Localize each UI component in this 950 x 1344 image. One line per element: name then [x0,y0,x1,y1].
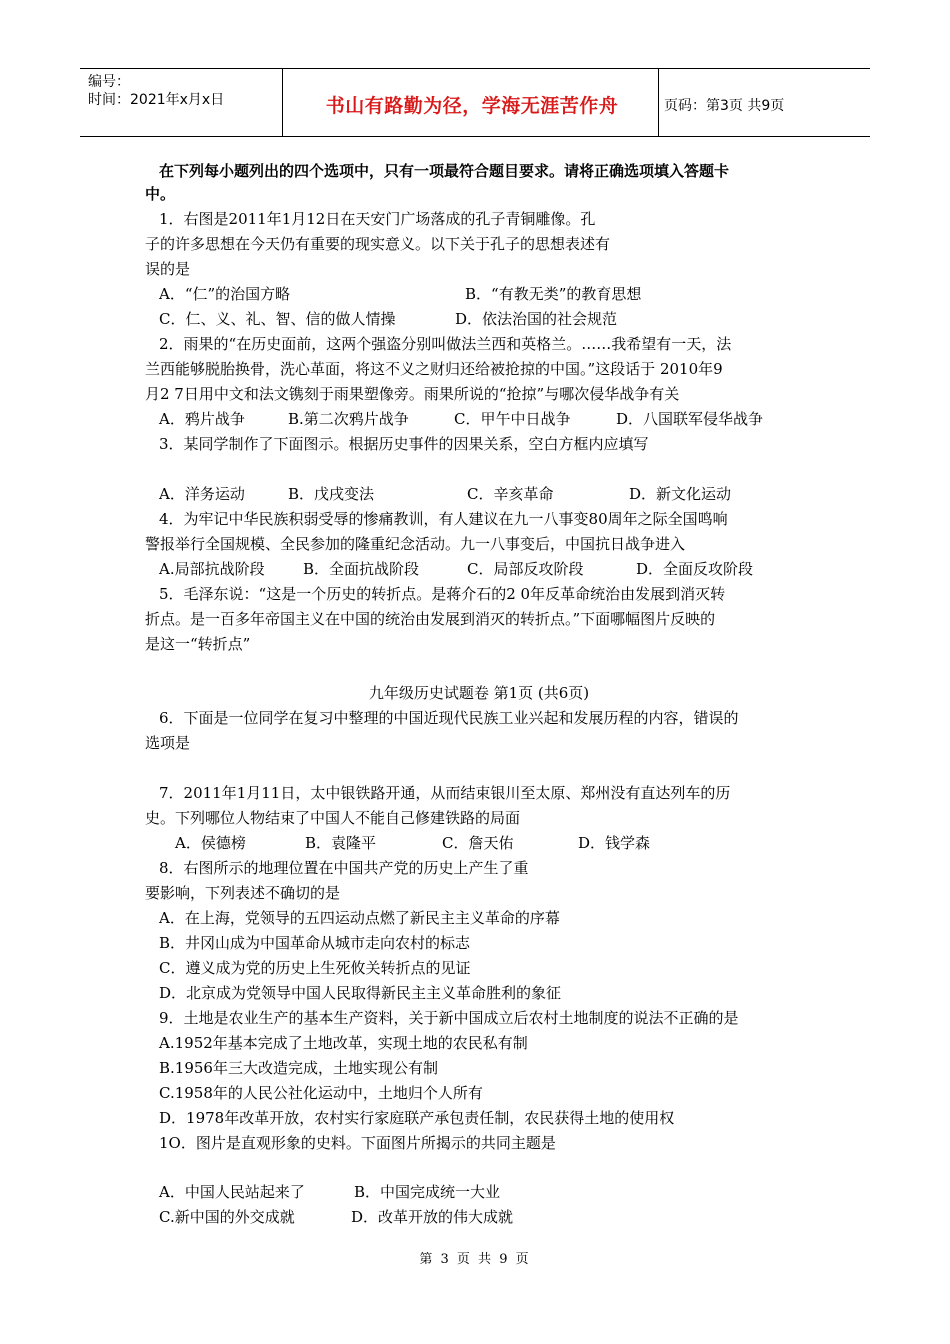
question-10-option-c: C.新中国的外交成就 [159,1208,295,1226]
time-label: 时间：2021年x月x日 [88,92,225,108]
question-7-option-d: D．钱学森 [578,834,651,852]
page-footer: 第 3 页 共 9 页 [419,1252,531,1267]
question-4-option-d: D．全面反攻阶段 [636,560,754,578]
question-3-option-d: D．新文化运动 [629,485,732,503]
question-7-option-a: A．侯德榜 [175,834,246,852]
question-4-text: 警报举行全国规模、全民参加的隆重纪念活动。九一八事变后，中国抗日战争进入 [145,535,686,553]
page-caption: 九年级历史试题卷 第1页 (共6页) [368,684,590,702]
question-5-text: 5．毛泽东说：“这是一个历史的转折点。是蒋介石的2 0年反革命统治由发展到消灭转 [159,585,726,603]
question-1-option-b: B．“有教无类”的教育思想 [465,285,642,303]
question-3-text: 3．某同学制作了下面图示。根据历史事件的因果关系，空白方框内应填写 [159,435,649,453]
question-9-text: 9．土地是农业生产的基本生产资料，关于新中国成立后农村土地制度的说法不正确的是 [159,1009,739,1027]
question-1-option-d: D．依法治国的社会规范 [455,310,618,328]
question-3-option-a: A．洋务运动 [159,485,245,503]
question-1-text: 误的是 [145,260,191,278]
question-9-option-d: D．1978年改革开放，农村实行家庭联产承包责任制，农民获得土地的使用权 [159,1109,675,1127]
question-8-text: 8．右图所示的地理位置在中国共产党的历史上产生了重 [159,859,529,877]
question-2-text: 2．雨果的“在历史面前，这两个强盗分别叫做法兰西和英格兰。……我希望有一天，法 [159,335,732,353]
question-10-text: 1O．图片是直观形象的史料。下面图片所揭示的共同主题是 [159,1134,556,1152]
instructions-line: 在下列每小题列出的四个选项中，只有一项最符合题目要求。请将正确选项填入答题卡 [159,162,730,180]
question-8-text: 要影响，下列表述不确切的是 [145,884,341,902]
question-7-text: 史。下列哪位人物结束了中国人不能自己修建铁路的局面 [145,809,521,827]
header-divider [282,69,283,136]
question-9-option-c: C.1958年的人民公社化运动中，土地归个人所有 [159,1084,483,1102]
question-10-option-a: A．中国人民站起来了 [159,1183,305,1201]
question-6-text: 6．下面是一位同学在复习中整理的中国近现代民族工业兴起和发展历程的内容，错误的 [159,709,739,727]
question-2-option-d: D．八国联军侵华战争 [616,410,764,428]
question-1-text: 1．右图是2011年1月12日在天安门广场落成的孔子青铜雕像。孔 [159,210,596,228]
question-3-option-b: B．戊戌变法 [288,485,375,503]
question-8-option-a: A．在上海，党领导的五四运动点燃了新民主主义革命的序幕 [159,909,560,927]
question-8-option-b: B．井冈山成为中国革命从城市走向农村的标志 [159,934,471,952]
page-header [80,68,870,137]
question-9-option-b: B.1956年三大改造完成，土地实现公有制 [159,1059,438,1077]
question-8-option-c: C．遵义成为党的历史上生死攸关转折点的见证 [159,959,471,977]
question-6-text: 选项是 [145,734,191,752]
question-2-option-a: A．鸦片战争 [159,410,245,428]
question-9-option-a: A.1952年基本完成了土地改革，实现土地的农民私有制 [159,1034,528,1052]
question-4-option-c: C．局部反攻阶段 [467,560,584,578]
question-2-option-b: B.第二次鸦片战争 [288,410,409,428]
question-4-option-b: B．全面抗战阶段 [303,560,420,578]
question-7-option-c: C．詹天佑 [442,834,514,852]
instructions-line: 中。 [145,185,176,203]
question-2-text: 兰西能够脱胎换骨，洗心革面，将这不义之财归还给被抢掠的中国。”这段话于 2010年9 [145,360,723,378]
question-5-text: 是这一“转折点” [145,635,251,653]
code-label: 编号： [88,74,130,90]
question-2-option-c: C．甲午中日战争 [454,410,571,428]
question-5-text: 折点。是一百多年帝国主义在中国的统治由发展到消灭的转折点。”下面哪幅图片反映的 [145,610,716,628]
header-page-info: 页码：第3页 共9页 [664,98,785,114]
question-7-option-b: B．袁隆平 [305,834,377,852]
question-4-text: 4．为牢记中华民族积弱受辱的惨痛教训，有人建议在九一八事变80周年之际全国鸣响 [159,510,728,528]
header-divider [658,69,659,136]
question-2-text: 月2 7日用中文和法文镌刻于雨果塑像旁。雨果所说的“抢掠”与哪次侵华战争有关 [145,385,680,403]
question-3-option-c: C．辛亥革命 [467,485,554,503]
question-8-option-d: D．北京成为党领导中国人民取得新民主主义革命胜利的象征 [159,984,562,1002]
question-4-option-a: A.局部抗战阶段 [159,560,265,578]
header-motto: 书山有路勤为径，学海无涯苦作舟 [325,95,619,117]
question-1-option-c: C．仁、义、礼、智、信的做人情操 [159,310,396,328]
question-10-option-b: B．中国完成统一大业 [354,1183,501,1201]
question-10-option-d: D．改革开放的伟大成就 [351,1208,514,1226]
question-1-option-a: A．“仁”的治国方略 [159,285,291,303]
header-meta [88,73,283,109]
question-7-text: 7．2011年1月11日，太中银铁路开通，从而结束银川至太原、郑州没有直达列车的历 [159,784,731,802]
question-1-text: 子的许多思想在今天仍有重要的现实意义。以下关于孔子的思想表述有 [145,235,611,253]
